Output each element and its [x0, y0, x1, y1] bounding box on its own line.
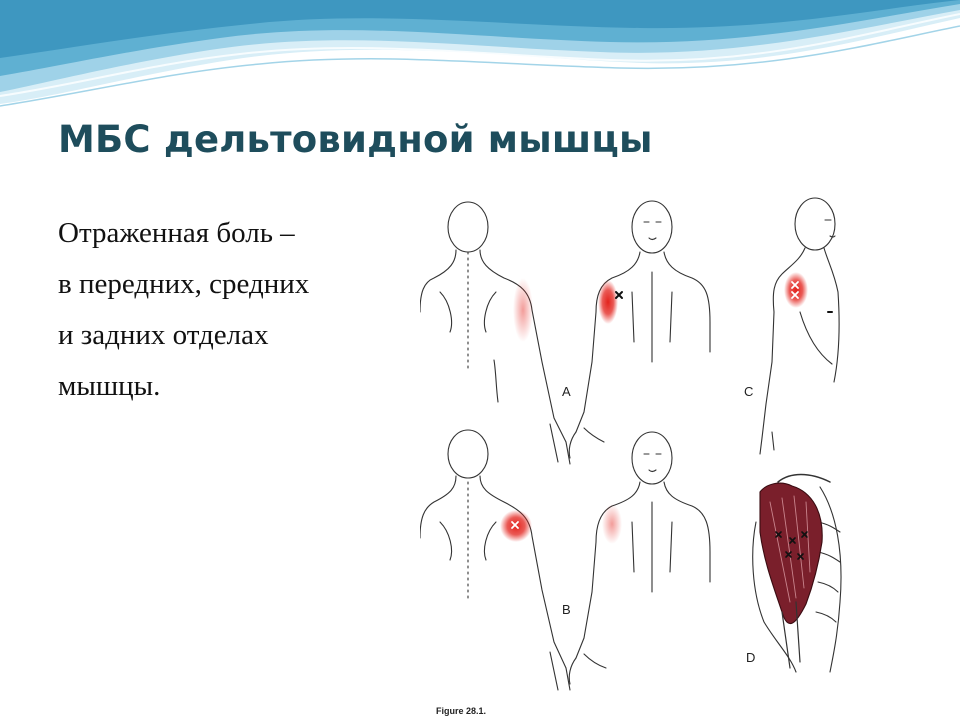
body-line: мышцы.	[58, 370, 161, 402]
panel-label-b: B	[562, 602, 571, 617]
panel-a-back-view	[420, 202, 570, 464]
panel-label-a: A	[562, 384, 571, 399]
slide-title: МБС дельтовидной мышцы	[58, 118, 653, 161]
body-line: и задних отделах	[58, 319, 269, 351]
body-text	[58, 208, 398, 412]
panel-d-muscle-anatomy	[753, 475, 841, 673]
panel-b-front-view	[569, 432, 710, 684]
body-line: Отраженная боль –	[58, 217, 295, 249]
panel-label-c: C	[744, 384, 754, 399]
panel-c-side-view	[760, 198, 839, 454]
panel-b-back-view	[420, 430, 570, 690]
body-line: в передних, средних	[58, 268, 310, 300]
header-wave-decoration	[0, 0, 960, 110]
panel-label-d: D	[746, 650, 756, 665]
figure-caption: Figure 28.1.	[436, 706, 487, 716]
panel-a-front-view	[569, 201, 710, 458]
trigger-point-figure	[420, 192, 860, 720]
anatomy-illustration	[420, 192, 860, 720]
